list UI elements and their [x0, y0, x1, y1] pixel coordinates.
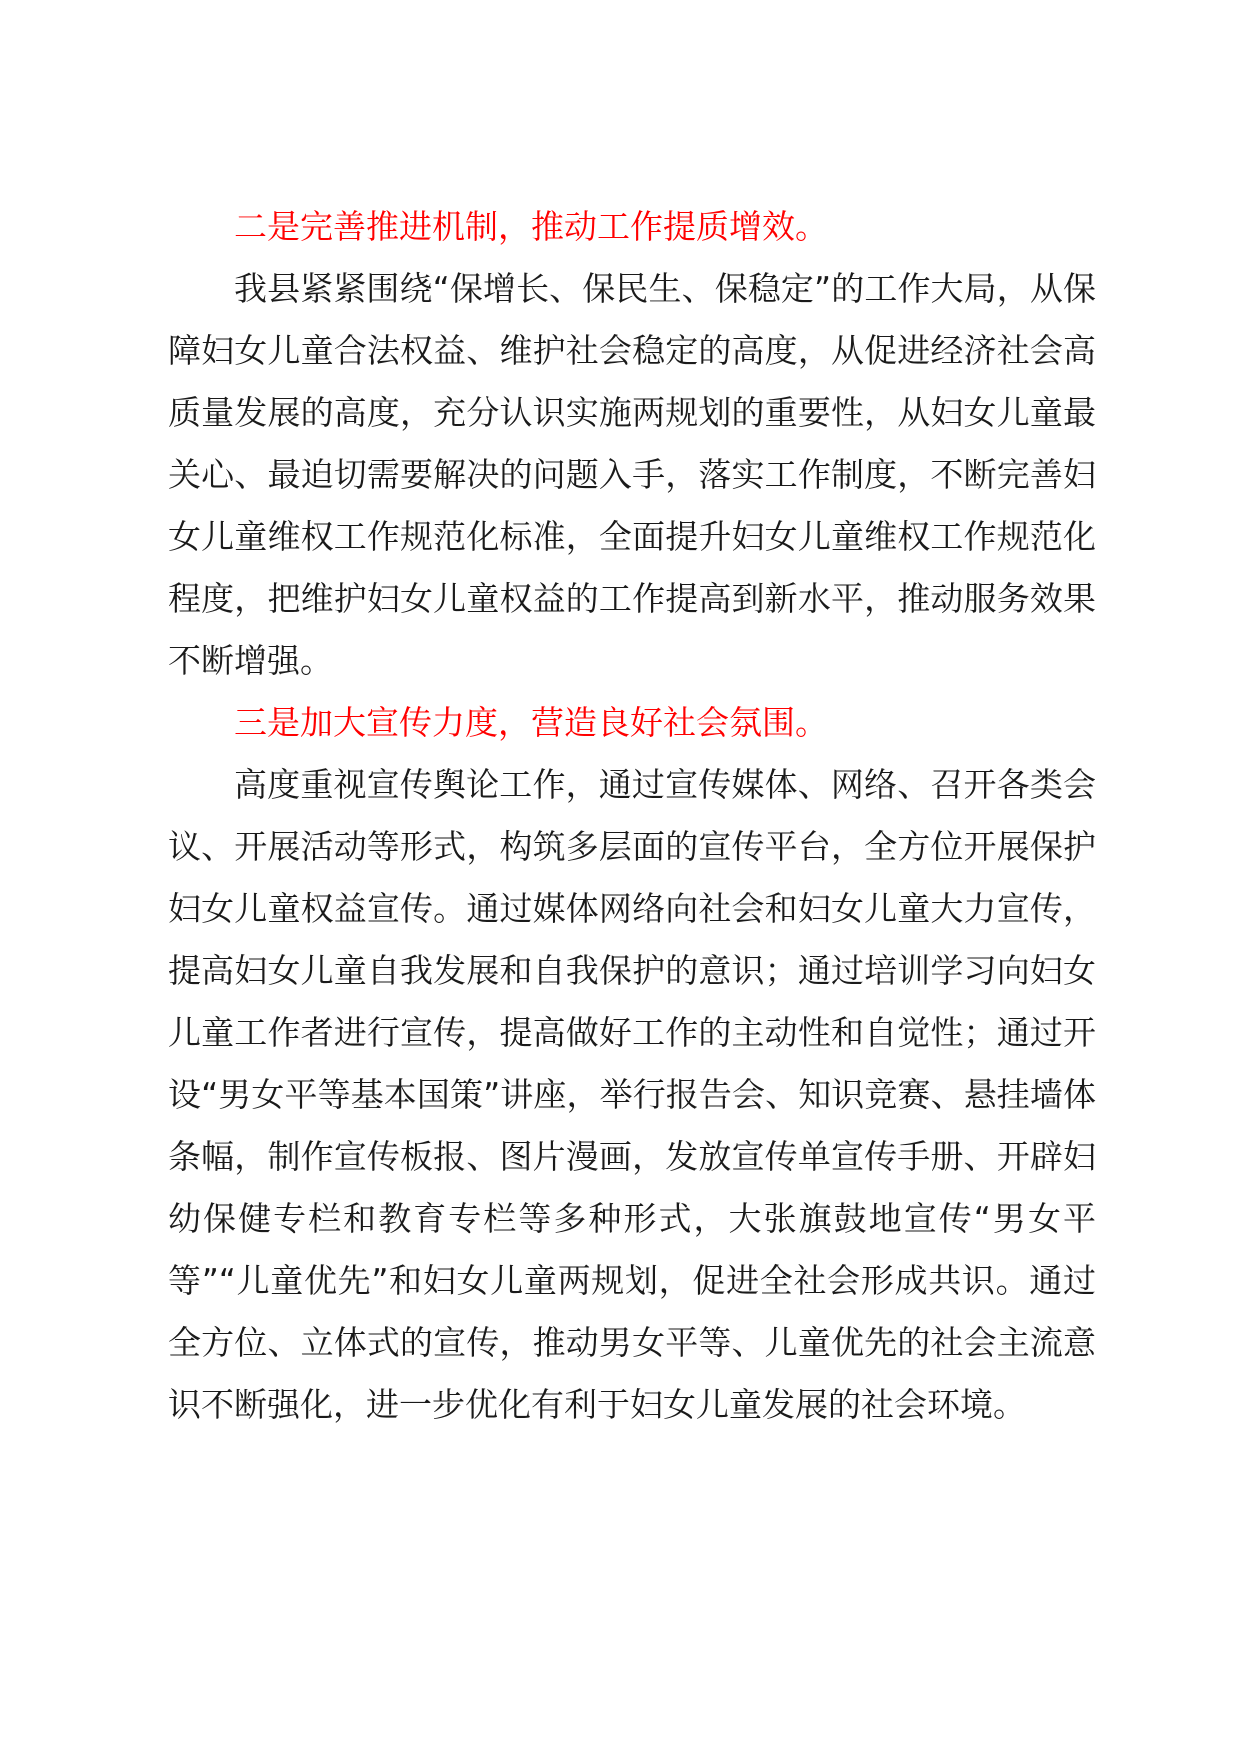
section-paragraph-2: 我县紧紧围绕“保增长、保民生、保稳定”的工作大局，从保障妇女儿童合法权益、维护社会稳定的高度，从促进经济社会高质量发展的高度，充分认识实施两规划的重要性，从妇女儿童最关心、最迫切需要解决的问题入手，落实工作制度，不断完善妇女儿童维权工作规范化标准，全面提升妇女儿童维权工作规范化程度，把维护妇女儿童权益的工作提高到新水平，推动服务效果不断增强。 — [168, 269, 1096, 680]
section-heading-2: 二是完善推进机制，推动工作提质增效。 — [234, 207, 828, 246]
section-heading-3: 三是加大宣传力度，营造良好社会氛围。 — [234, 703, 828, 742]
section-paragraph-3: 高度重视宣传舆论工作，通过宣传媒体、网络、召开各类会议、开展活动等形式，构筑多层面的宣传平台，全方位开展保护妇女儿童权益宣传。通过媒体网络向社会和妇女儿童大力宣传，提高妇女儿童自我发展和自我保护的意识；通过培训学习向妇女儿童工作者进行宣传，提高做好工作的主动性和自觉性；通过开设“男女平等基本国策”讲座，举行报告会、知识竞赛、悬挂墙体条幅，制作宣传板报、图片漫画，发放宣传单宣传手册、开辟妇幼保健专栏和教育专栏等多种形式，大张旗鼓地宣传“男女平等”“儿童优先”和妇女儿童两规划，促进全社会形成共识。通过全方位、立体式的宣传，推动男女平等、儿童优先的社会主流意识不断强化，进一步优化有利于妇女儿童发展的社会环境。 — [168, 765, 1096, 1424]
document-body — [168, 196, 1096, 1436]
